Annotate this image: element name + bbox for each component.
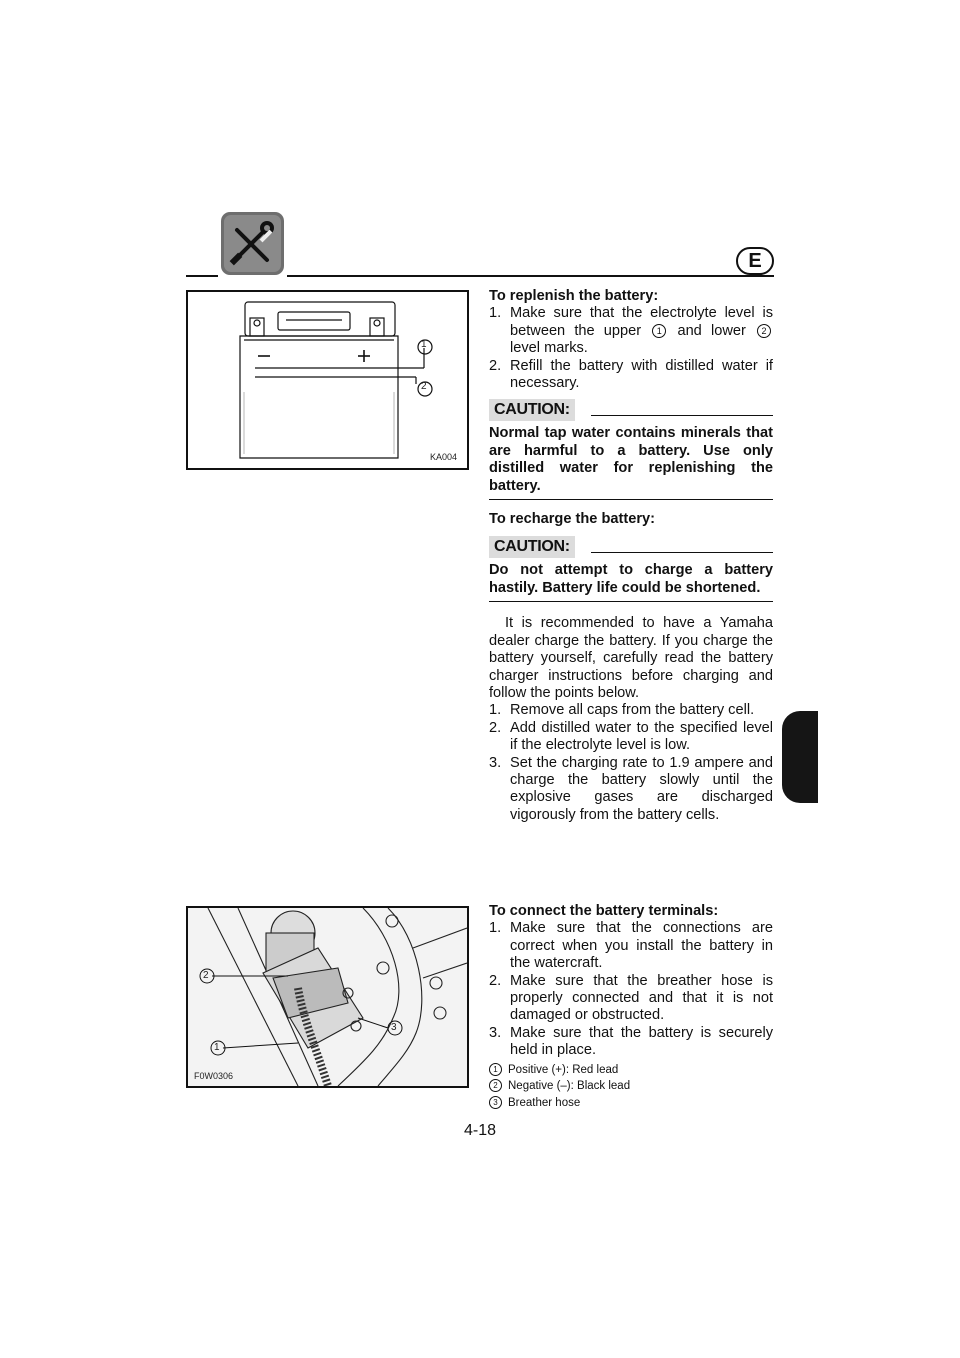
caution-text: Normal tap water contains minerals that are harmful to a battery. Use only distilled water for replenishing the battery. xyxy=(489,425,773,494)
connect-step-3: 3. Make sure that the battery is securely held in place. xyxy=(489,1024,773,1059)
replenish-step-2: 2. Refill the battery with distilled water if necessary. xyxy=(489,357,773,392)
tools-icon xyxy=(221,212,284,275)
battery-figure xyxy=(186,290,469,470)
legend-item: 1 Positive (+): Red lead xyxy=(489,1062,773,1079)
callout-1: 1 xyxy=(214,1042,220,1053)
callout-2: 2 xyxy=(421,381,427,392)
header-rule-left xyxy=(186,275,218,277)
connect-step-1: 1. Make sure that the connections are correct when you install the battery in the watercraft. xyxy=(489,920,773,972)
caution-header xyxy=(489,534,773,562)
section-letter: E xyxy=(748,250,762,272)
connect-section xyxy=(489,903,773,1111)
callout-1: 1 xyxy=(421,339,427,350)
connect-heading: To connect the battery terminals: xyxy=(489,903,719,919)
caution-label: CAUTION: xyxy=(489,536,575,558)
recharge-paragraph: It is recommended to have a Yamaha dealer charge the battery. If you charge the battery yourself, carefully read the battery charger instructions before charging and follow the points below. xyxy=(489,615,773,701)
header-rule-right xyxy=(287,275,774,277)
legend-item: 2 Negative (–): Black lead xyxy=(489,1078,773,1095)
connect-step-2: 2. Make sure that the breather hose is properly connected and that it is not damaged or obstructed. xyxy=(489,972,773,1024)
recharge-step-1: 1. Remove all caps from the battery cell. xyxy=(489,702,755,719)
replenish-heading: To replenish the battery: xyxy=(489,288,659,304)
legend-item: 3 Breather hose xyxy=(489,1095,773,1112)
callout-3: 3 xyxy=(391,1022,397,1033)
replenish-step-1: 1. Make sure that the electrolyte level is between the upper 1 and lower 2 level marks. xyxy=(489,305,773,357)
figure-code: F0W0306 xyxy=(194,1071,234,1081)
figure-code: KA004 xyxy=(430,452,458,462)
caution-label: CAUTION: xyxy=(489,399,575,421)
recharge-step-2: 2. Add distilled water to the specified level if the electrolyte level is low. xyxy=(489,719,773,754)
callout-1: 1 xyxy=(652,324,666,338)
chapter-tab xyxy=(782,711,818,803)
callout-2: 2 xyxy=(757,324,771,338)
caution-text: Do not attempt to charge a battery hastily. Battery life could be shortened. xyxy=(489,562,773,596)
replenish-section xyxy=(489,288,773,824)
recharge-heading: To recharge the battery: xyxy=(489,511,655,528)
recharge-step-3: 3. Set the charging rate to 1.9 ampere and charge the battery slowly until the explosive gases are discharged vigorously from the battery cells. xyxy=(489,754,773,823)
caution-header xyxy=(489,397,773,425)
figure-legend xyxy=(489,1062,773,1112)
page-number: 4-18 xyxy=(463,1122,497,1139)
battery-terminals-figure xyxy=(186,906,469,1088)
section-badge xyxy=(736,247,774,275)
callout-2: 2 xyxy=(203,970,209,981)
